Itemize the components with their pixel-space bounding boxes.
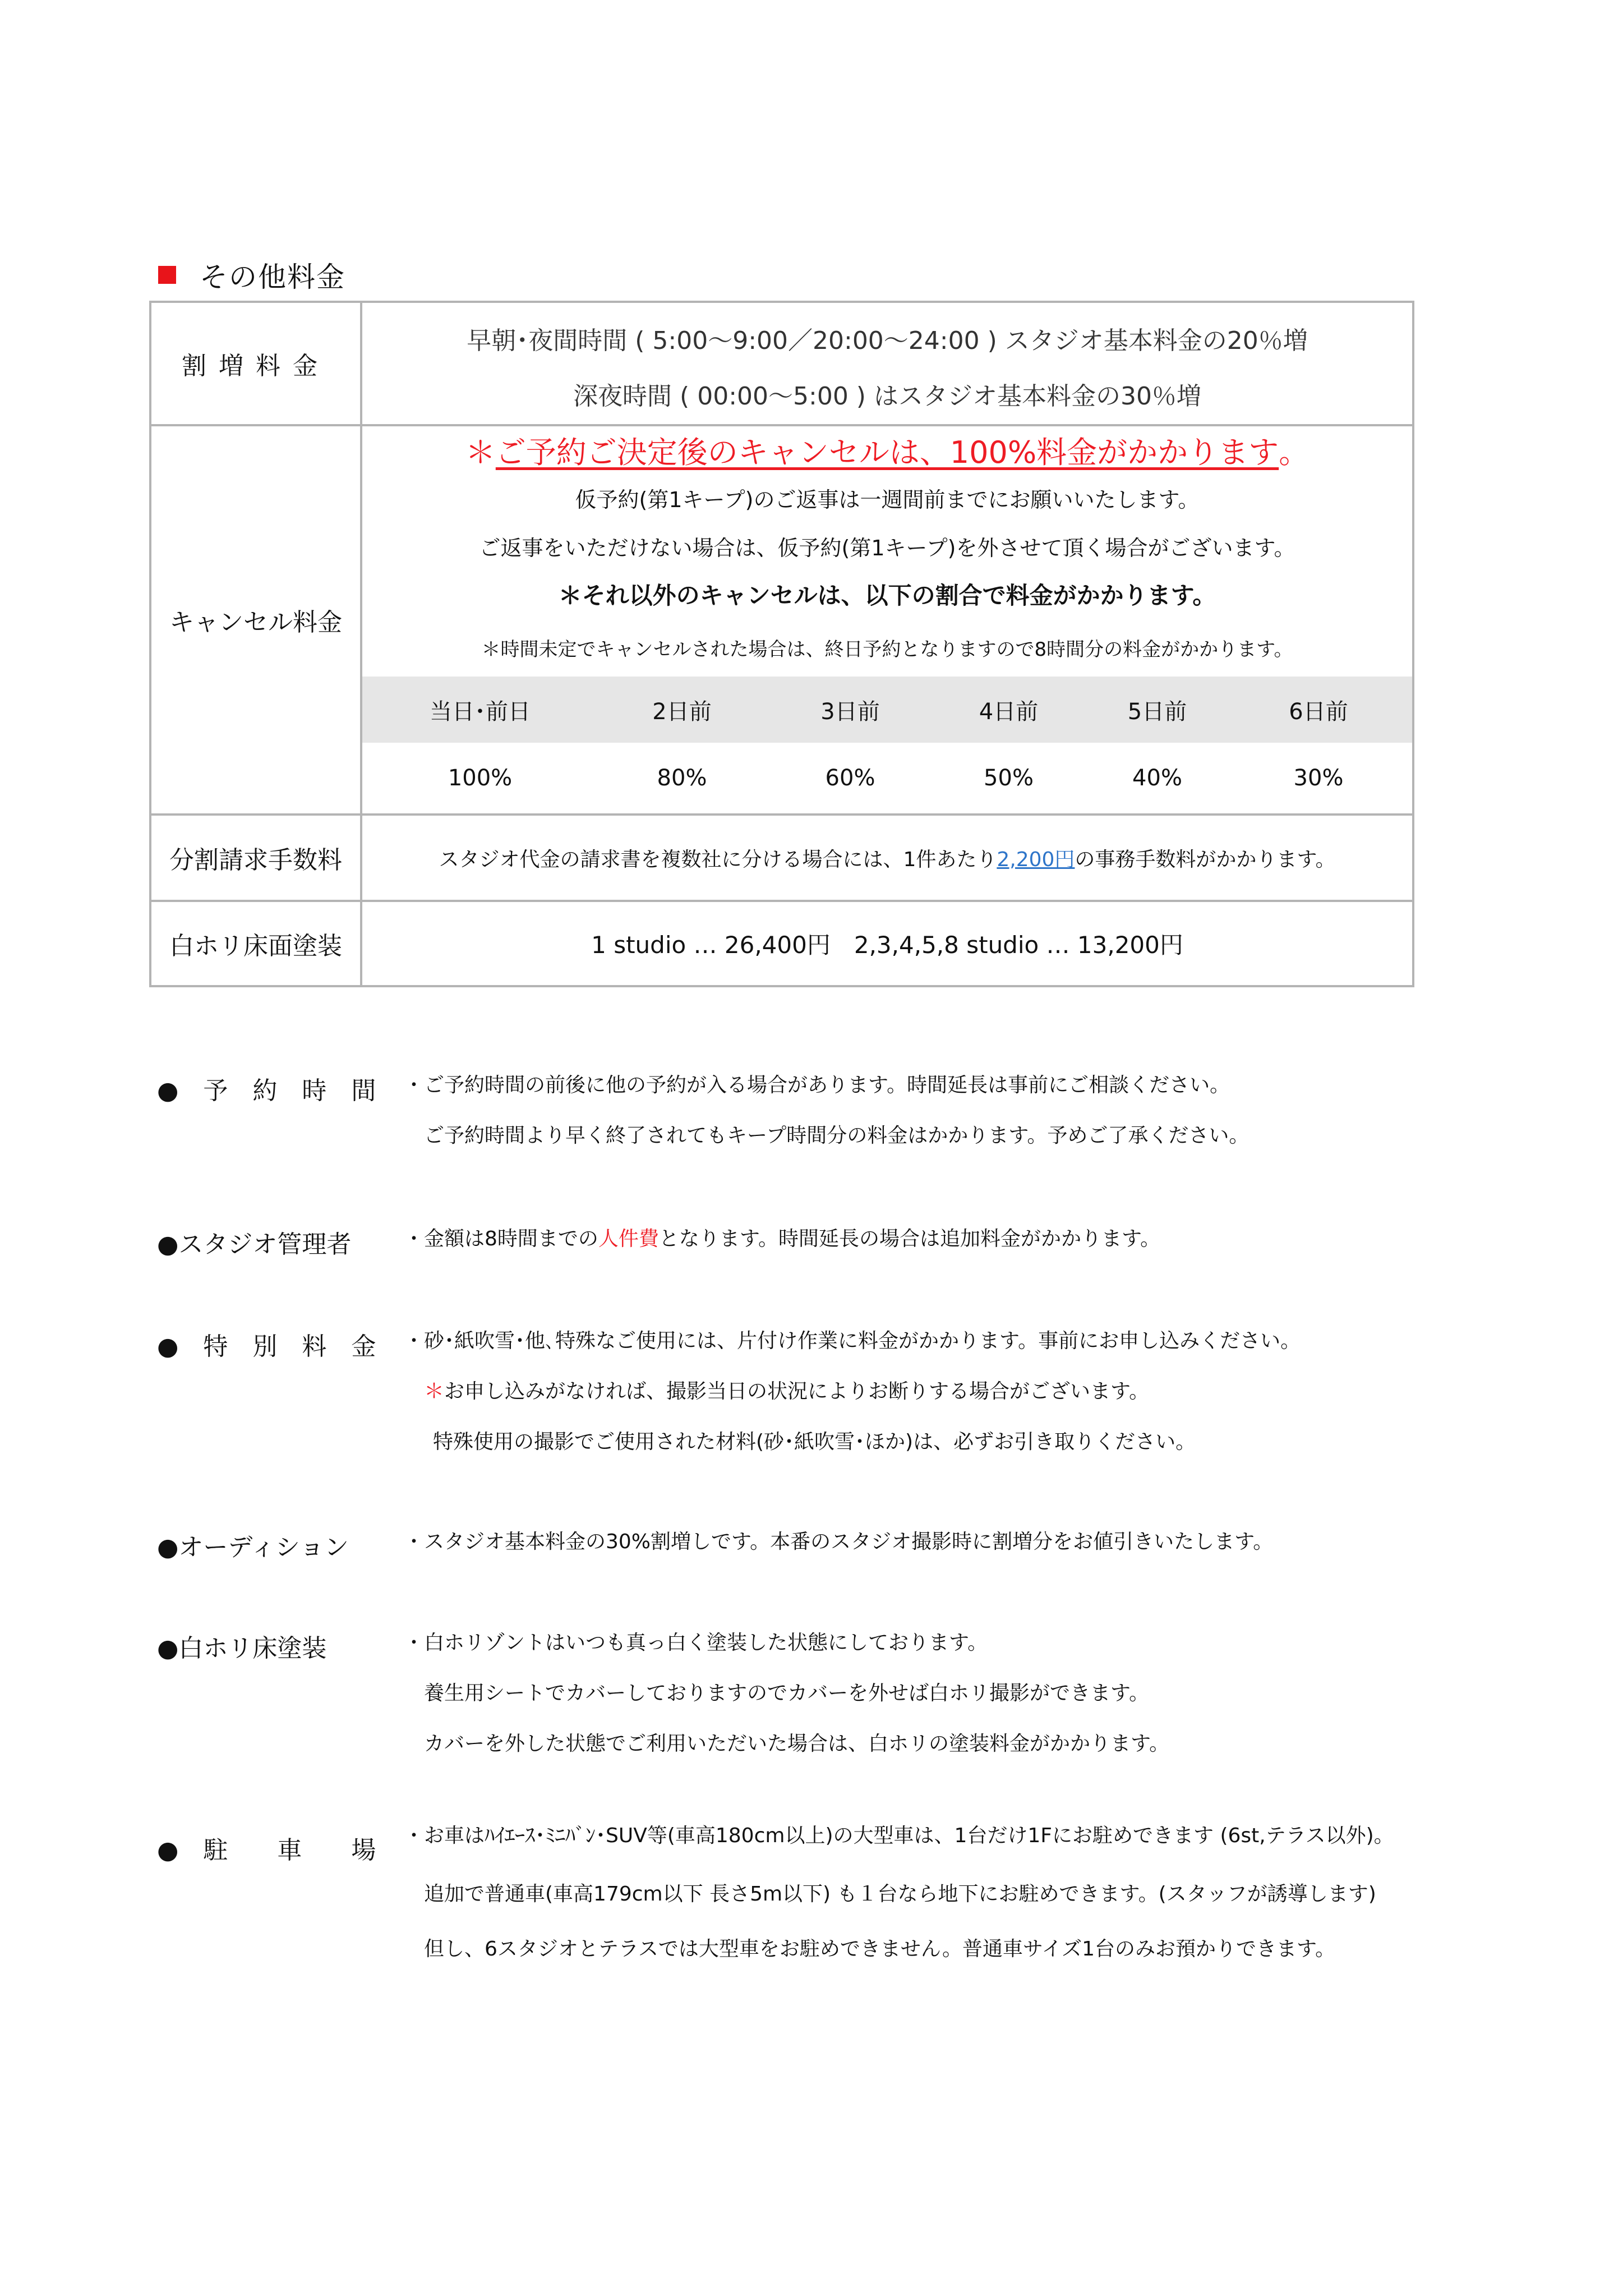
rate-value-cell: 30%	[1293, 765, 1344, 791]
note-label: ●オーディション	[157, 1533, 349, 1562]
rate-header-cell: 3日前	[820, 698, 880, 725]
cancel-row	[150, 425, 1413, 815]
cancel-warning	[362, 426, 1412, 473]
cancel-rate-values	[362, 743, 1412, 813]
rate-value-cell: 80%	[657, 765, 707, 791]
cancel-line-1: 仮予約(第1キープ)のご返事は一週間前までにお願いいたします。	[575, 487, 1200, 512]
note-lines	[404, 1069, 1249, 1170]
cancel-line-3: ＊それ以外のキャンセルは、以下の割合で料金がかかります。	[558, 582, 1216, 609]
rate-header-cell: 2日前	[652, 698, 712, 725]
rate-header-cell: 5日前	[1127, 698, 1187, 725]
split-text-before: スタジオ代金の請求書を複数社に分ける場合には、1件あたり	[439, 848, 997, 871]
note-lines	[404, 1526, 1273, 1576]
note-lines	[404, 1223, 1160, 1273]
note-line	[404, 1375, 1301, 1426]
rate-header-cell: 6日前	[1289, 698, 1348, 725]
rate-header-cell: 当日･前日	[430, 698, 531, 725]
rate-value-cell: 50%	[984, 765, 1034, 791]
note-line: ご予約時間より早く終了されてもキープ時間分の料金はかかります。予めご了承ください。	[424, 1124, 1249, 1147]
manager-text-before: ・金額は8時間までの	[404, 1227, 598, 1250]
manager-text-red: 人件費	[598, 1227, 659, 1250]
floor-content: 1 studio … 26,400円 2,3,4,5,8 studio … 13,200円	[361, 901, 1413, 986]
note-label: ● 駐 車 場	[157, 1836, 376, 1865]
note-line: 追加で普通車(車高179cm以下 長さ5m以下) も１台なら地下にお駐めできます。(スタッフが誘導します)	[424, 1883, 1376, 1906]
cancel-warning-end: 。	[1279, 434, 1310, 470]
section-title: その他料金	[200, 261, 345, 293]
note-line: ・白ホリゾントはいつも真っ白く塗装した状態にしております。	[404, 1631, 988, 1654]
note-lines	[404, 1627, 1169, 1778]
manager-text-after: となります。時間延長の場合は追加料金がかかります。	[658, 1227, 1161, 1250]
note-line: ・スタジオ基本料金の30%割増しです。本番のスタジオ撮影時に割増分をお値引きいたします。	[404, 1530, 1274, 1553]
cancel-line-2: ご返事をいただけない場合は、仮予約(第1キープ)を外させて頂く場合がございます。	[479, 535, 1295, 560]
cancel-label: キャンセル料金	[150, 425, 361, 815]
surcharge-row	[150, 302, 1413, 425]
section-header	[158, 255, 345, 295]
note-line: ・砂･紙吹雪･他､特殊なご使用には、片付け作業に料金がかかります。事前にお申し込みください。	[404, 1329, 1301, 1352]
split-row	[150, 815, 1413, 901]
cancel-warning-text: ご予約ご決定後のキャンセルは、100%料金がかかります	[495, 434, 1279, 470]
note-line: 特殊使用の撮影でご使用された材料(砂･紙吹雪･ほか)は、必ずお引き取りください。	[433, 1430, 1196, 1453]
rate-value-cell: 100%	[448, 765, 513, 791]
surcharge-content	[361, 302, 1413, 425]
cancel-line-4: ＊時間未定でキャンセルされた場合は、終日予約となりますので8時間分の料金がかかります。	[481, 638, 1293, 661]
floor-label: 白ホリ床面塗装	[150, 901, 361, 986]
note-label: ● 特 別 料 金	[157, 1332, 376, 1361]
note-label: ● 予 約 時 間	[157, 1076, 376, 1105]
note-line: ・お車はﾊｲｴｰｽ･ﾐﾆﾊﾞﾝ･SUV等(車高180cm以上)の大型車は、1台だけ1Fにお駐めできます (6st,テラス以外)。	[404, 1824, 1394, 1847]
rate-value-cell: 60%	[825, 765, 875, 791]
note-line	[404, 1223, 1160, 1273]
surcharge-line-1: 早朝･夜間時間 ( 5:00～9:00／20:00～24:00 ) スタジオ基本料金の20％増	[467, 326, 1308, 355]
cancel-rate-header	[362, 677, 1412, 743]
rate-header-cell: 4日前	[979, 698, 1039, 725]
special-line-2: お申し込みがなければ、撮影当日の状況によりお断りする場合がございます。	[444, 1380, 1150, 1403]
note-label: ●白ホリ床塗装	[157, 1634, 327, 1663]
split-text-after: の事務手数料がかかります。	[1075, 848, 1336, 871]
floor-row	[150, 901, 1413, 986]
note-lines	[404, 1820, 1394, 1984]
cancel-content	[361, 425, 1413, 815]
rate-value-cell: 40%	[1132, 765, 1182, 791]
surcharge-line-2: 深夜時間 ( 00:00～5:00 ) はスタジオ基本料金の30％増	[573, 382, 1201, 411]
split-content	[361, 815, 1413, 901]
cancel-warning-star: ＊	[465, 434, 496, 470]
note-label: ●スタジオ管理者	[157, 1230, 352, 1259]
fee-table	[149, 301, 1414, 987]
red-square-icon	[158, 266, 176, 284]
special-star: ＊	[424, 1380, 445, 1403]
surcharge-label: 割増料金	[150, 302, 361, 425]
note-lines	[404, 1325, 1301, 1476]
split-fee-link[interactable]: 2,200円	[997, 848, 1075, 871]
note-line: ・ご予約時間の前後に他の予約が入る場合があります。時間延長は事前にご相談ください。	[404, 1074, 1230, 1097]
note-line: 但し、6スタジオとテラスでは大型車をお駐めできません。普通車サイズ1台のみお預かりできます。	[424, 1938, 1336, 1961]
note-line: カバーを外した状態でご利用いただいた場合は、白ホリの塗装料金がかかります。	[424, 1732, 1170, 1755]
note-line: 養生用シートでカバーしておりますのでカバーを外せば白ホリ撮影ができます。	[424, 1682, 1150, 1705]
split-label: 分割請求手数料	[150, 815, 361, 901]
